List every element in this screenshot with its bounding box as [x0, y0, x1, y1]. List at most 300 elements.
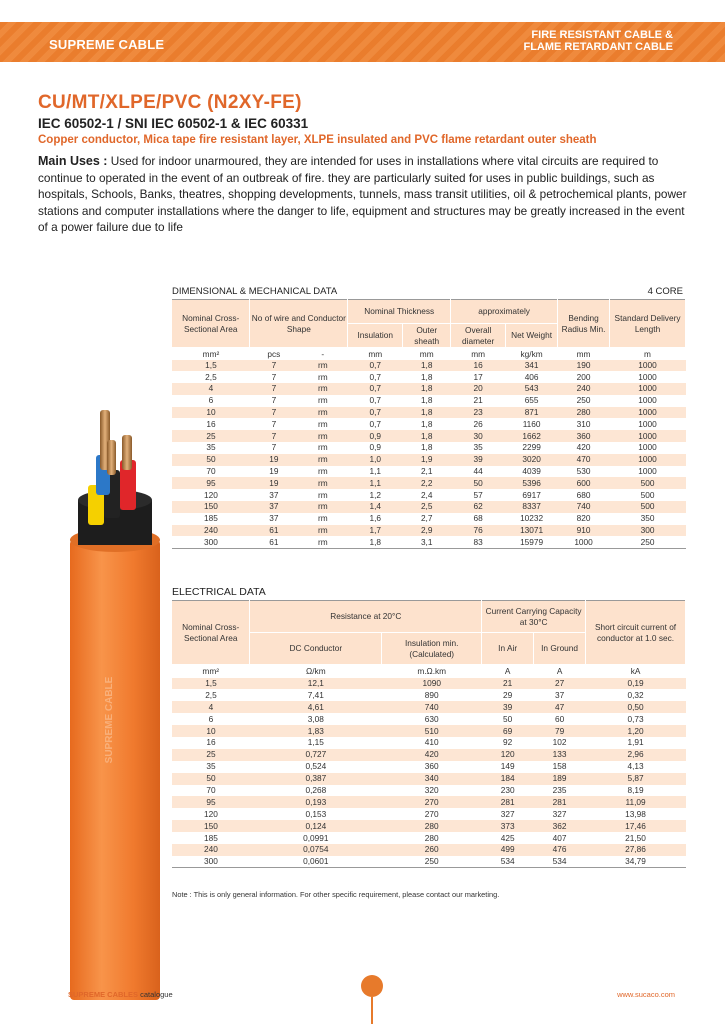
- table-cell: 8,19: [586, 785, 686, 797]
- table-cell: 149: [482, 761, 534, 773]
- table-cell: 57: [451, 489, 506, 501]
- table-cell: 17: [451, 371, 506, 383]
- table-cell: rm: [298, 383, 348, 395]
- main-uses-label: Main Uses :: [38, 154, 108, 168]
- table-cell: 1,8: [348, 536, 403, 548]
- table-cell: 150: [172, 820, 250, 832]
- main-uses: [38, 153, 688, 236]
- table-row: [172, 383, 686, 395]
- table-cell: 0,727: [250, 749, 382, 761]
- cable-illustration: [60, 400, 170, 1000]
- unit-cell: m.Ω.km: [382, 665, 482, 678]
- table-cell: 50: [482, 713, 534, 725]
- table-cell: 35: [451, 442, 506, 454]
- table-cell: 410: [382, 737, 482, 749]
- table-cell: 2,9: [403, 525, 451, 537]
- table-cell: 4: [172, 701, 250, 713]
- table-cell: 1662: [506, 430, 558, 442]
- table-row: [172, 844, 686, 856]
- table-cell: 300: [610, 525, 686, 537]
- footnote: Note : This is only general information. For other specific requirement, please contact our marketing.: [172, 890, 500, 899]
- table-cell: 92: [482, 737, 534, 749]
- table-cell: 0,73: [586, 713, 686, 725]
- unit-cell: A: [534, 665, 586, 678]
- table-cell: 510: [382, 725, 482, 737]
- table-cell: 3020: [506, 454, 558, 466]
- col-nominal-thickness: Nominal Thickness: [348, 300, 451, 324]
- table-cell: 200: [558, 371, 610, 383]
- table-cell: 0,268: [250, 785, 382, 797]
- table-cell: 1000: [610, 430, 686, 442]
- table-cell: rm: [298, 477, 348, 489]
- table-cell: 95: [172, 796, 250, 808]
- col-resistance: Resistance at 20°C: [250, 601, 482, 633]
- table-cell: 17,46: [586, 820, 686, 832]
- table-cell: 25: [172, 430, 250, 442]
- table-cell: 1000: [610, 360, 686, 372]
- table-cell: 327: [482, 808, 534, 820]
- table-row: [172, 713, 686, 725]
- table-cell: 15979: [506, 536, 558, 548]
- unit-cell: kg/km: [506, 348, 558, 360]
- table-cell: rm: [298, 360, 348, 372]
- table-cell: 0,0754: [250, 844, 382, 856]
- outer-sheath: [70, 540, 160, 1000]
- table-cell: rm: [298, 513, 348, 525]
- table-cell: 1,8: [403, 395, 451, 407]
- table-cell: 37: [250, 513, 298, 525]
- table-cell: 4,61: [250, 701, 382, 713]
- table-cell: rm: [298, 395, 348, 407]
- table-row: [172, 430, 686, 442]
- table-cell: 150: [172, 501, 250, 513]
- table-row: [172, 407, 686, 419]
- table-cell: 235: [534, 785, 586, 797]
- table-cell: 4: [172, 383, 250, 395]
- table-cell: 871: [506, 407, 558, 419]
- table-cell: 120: [172, 489, 250, 501]
- table-cell: 23: [451, 407, 506, 419]
- table-cell: 1,20: [586, 725, 686, 737]
- table-cell: 76: [451, 525, 506, 537]
- table-cell: 6: [172, 395, 250, 407]
- col-insulation: Insulation: [348, 324, 403, 348]
- table-cell: 420: [382, 749, 482, 761]
- table-cell: 1,8: [403, 418, 451, 430]
- table-row: [172, 501, 686, 513]
- table-cell: 3,1: [403, 536, 451, 548]
- table-cell: 26: [451, 418, 506, 430]
- table-cell: 16: [172, 737, 250, 749]
- table-cell: 0,7: [348, 407, 403, 419]
- table-cell: 350: [610, 513, 686, 525]
- unit-cell: mm: [348, 348, 403, 360]
- table-cell: 19: [250, 477, 298, 489]
- table-cell: 16: [172, 418, 250, 430]
- table-cell: 19: [250, 454, 298, 466]
- table-cell: rm: [298, 536, 348, 548]
- table-cell: 360: [558, 430, 610, 442]
- unit-cell: mm: [451, 348, 506, 360]
- table-cell: 11,09: [586, 796, 686, 808]
- table-cell: 0,7: [348, 360, 403, 372]
- unit-cell: A: [482, 665, 534, 678]
- col-in-air: In Air: [482, 633, 534, 665]
- table-cell: 10: [172, 407, 250, 419]
- product-construction: Copper conductor, Mica tape fire resistant layer, XLPE insulated and PVC flame retardant outer sheath: [38, 134, 597, 146]
- table-cell: 2299: [506, 442, 558, 454]
- table-cell: 499: [482, 844, 534, 856]
- table-cell: 13071: [506, 525, 558, 537]
- table-cell: 1,1: [348, 477, 403, 489]
- table-cell: 44: [451, 466, 506, 478]
- table-row: [172, 371, 686, 383]
- table-cell: 230: [482, 785, 534, 797]
- footer-url[interactable]: www.sucaco.com: [617, 990, 675, 999]
- table-cell: 373: [482, 820, 534, 832]
- unit-cell: kA: [586, 665, 686, 678]
- table-cell: 37: [250, 489, 298, 501]
- table-cell: 0,32: [586, 689, 686, 701]
- table-cell: 37: [250, 501, 298, 513]
- table-cell: 300: [172, 536, 250, 548]
- table-cell: 0,9: [348, 430, 403, 442]
- table-cell: 543: [506, 383, 558, 395]
- table-cell: 50: [172, 454, 250, 466]
- table-cell: 185: [172, 832, 250, 844]
- table-cell: 1,1: [348, 466, 403, 478]
- table-cell: 1000: [610, 395, 686, 407]
- table-cell: 1,8: [403, 407, 451, 419]
- table-row: [172, 749, 686, 761]
- unit-cell: mm: [558, 348, 610, 360]
- table-cell: 655: [506, 395, 558, 407]
- table-cell: 7: [250, 430, 298, 442]
- table-cell: 19: [250, 466, 298, 478]
- table-cell: 1,91: [586, 737, 686, 749]
- table-cell: 470: [558, 454, 610, 466]
- table-cell: 8337: [506, 501, 558, 513]
- table-cell: 4039: [506, 466, 558, 478]
- table-cell: 185: [172, 513, 250, 525]
- table-cell: 270: [382, 796, 482, 808]
- table-cell: 7: [250, 383, 298, 395]
- col-dc-conductor: DC Conductor: [250, 633, 382, 665]
- table-cell: 7: [250, 371, 298, 383]
- page-marker-line: [371, 997, 373, 1024]
- table-cell: 2,5: [403, 501, 451, 513]
- table-row: [172, 477, 686, 489]
- col-overall-diameter: Overall diameter: [451, 324, 506, 348]
- table-cell: 0,0601: [250, 856, 382, 868]
- table-cell: 340: [382, 773, 482, 785]
- table-cell: 47: [534, 701, 586, 713]
- category-line-1: FIRE RESISTANT CABLE &: [531, 29, 673, 41]
- unit-cell: mm: [403, 348, 451, 360]
- table-cell: 7: [250, 418, 298, 430]
- table-cell: 1000: [610, 418, 686, 430]
- col-insulation-min: Insulation min. (Calculated): [382, 633, 482, 665]
- table-cell: 407: [534, 832, 586, 844]
- product-standard: IEC 60502-1 / SNI IEC 60502-1 & IEC 60331: [38, 116, 309, 131]
- col-bending-radius: Bending Radius Min.: [558, 300, 610, 348]
- table-cell: 310: [558, 418, 610, 430]
- table-cell: 0,7: [348, 383, 403, 395]
- table-cell: 68: [451, 513, 506, 525]
- table-cell: 39: [482, 701, 534, 713]
- table-cell: 10: [172, 725, 250, 737]
- table-cell: 500: [610, 477, 686, 489]
- table-cell: 39: [451, 454, 506, 466]
- table-cell: 1,4: [348, 501, 403, 513]
- table-cell: rm: [298, 454, 348, 466]
- table-cell: 3,08: [250, 713, 382, 725]
- table-cell: 281: [482, 796, 534, 808]
- table-cell: 61: [250, 536, 298, 548]
- table-cell: 30: [451, 430, 506, 442]
- table-row: [172, 442, 686, 454]
- table-cell: rm: [298, 407, 348, 419]
- table-cell: 740: [382, 701, 482, 713]
- table-cell: 83: [451, 536, 506, 548]
- table-cell: 5396: [506, 477, 558, 489]
- table-cell: 360: [382, 761, 482, 773]
- table-cell: rm: [298, 430, 348, 442]
- table-cell: 16: [451, 360, 506, 372]
- table-cell: rm: [298, 525, 348, 537]
- cable-side-print: SUPREME CABLE: [104, 676, 115, 764]
- table-cell: 1000: [610, 454, 686, 466]
- table-cell: 21,50: [586, 832, 686, 844]
- table-cell: 740: [558, 501, 610, 513]
- table-cell: 910: [558, 525, 610, 537]
- table-cell: 6917: [506, 489, 558, 501]
- footer-brand-name: SUPREME CABLES: [68, 990, 139, 999]
- table-cell: 1,8: [403, 360, 451, 372]
- table-cell: 1000: [610, 407, 686, 419]
- table-cell: 7,41: [250, 689, 382, 701]
- table-row: [172, 513, 686, 525]
- table-cell: 0,50: [586, 701, 686, 713]
- table-cell: 2,1: [403, 466, 451, 478]
- table-cell: 0,193: [250, 796, 382, 808]
- table-cell: 820: [558, 513, 610, 525]
- unit-cell: Ω/km: [250, 665, 382, 678]
- table-cell: 2,4: [403, 489, 451, 501]
- table-row: [172, 536, 686, 548]
- table-cell: 534: [482, 856, 534, 868]
- table-cell: 2,7: [403, 513, 451, 525]
- table-cell: 79: [534, 725, 586, 737]
- table-cell: 240: [558, 383, 610, 395]
- col-cross-section: Nominal Cross-Sectional Area: [172, 300, 250, 348]
- table-row: [172, 678, 686, 690]
- table-cell: 0,124: [250, 820, 382, 832]
- table-cell: 120: [172, 808, 250, 820]
- table-row: [172, 489, 686, 501]
- table-cell: 60: [534, 713, 586, 725]
- table-cell: 0,7: [348, 395, 403, 407]
- table-cell: 1000: [558, 536, 610, 548]
- unit-cell: mm²: [172, 348, 250, 360]
- table-cell: 680: [558, 489, 610, 501]
- table-cell: 1090: [382, 678, 482, 690]
- table-cell: 7: [250, 360, 298, 372]
- table-cell: 476: [534, 844, 586, 856]
- table-row: [172, 525, 686, 537]
- table-row: [172, 820, 686, 832]
- table-cell: 0,0991: [250, 832, 382, 844]
- page-marker-dot: [361, 975, 383, 997]
- table-cell: 37: [534, 689, 586, 701]
- table-cell: 250: [558, 395, 610, 407]
- col-approximately: approximately: [451, 300, 558, 324]
- col-net-weight: Net Weight: [506, 324, 558, 348]
- table-cell: 270: [382, 808, 482, 820]
- table-cell: 0,7: [348, 371, 403, 383]
- category-title: [523, 29, 673, 53]
- table-cell: 1000: [610, 371, 686, 383]
- table-cell: 600: [558, 477, 610, 489]
- table-cell: 1,15: [250, 737, 382, 749]
- table-cell: 1,9: [403, 454, 451, 466]
- table-cell: 630: [382, 713, 482, 725]
- table-cell: rm: [298, 418, 348, 430]
- table-row: [172, 773, 686, 785]
- mechanical-data-table: [172, 299, 686, 549]
- table-cell: 27,86: [586, 844, 686, 856]
- table-row: [172, 761, 686, 773]
- category-line-2: FLAME RETARDANT CABLE: [523, 41, 673, 53]
- table-row: [172, 395, 686, 407]
- col-short-circuit: Short circuit current of conductor at 1.0 sec.: [586, 601, 686, 665]
- table-cell: 0,9: [348, 442, 403, 454]
- main-uses-text: Used for indoor unarmoured, they are intended for uses in installations where vital circuits are required to continue to operated in the event of an outbreak of fire. they are particularly suited for uses in public buildings, such as hospitals, Schools, Banks, theatres, shopping developments, tunnels, mass transit utilities, oil & petrochemical plants, power stations and computer installations where the danger to life, equipment and structures may be greatly increased in the event of a power failure due to life: [38, 154, 687, 234]
- table-cell: 0,153: [250, 808, 382, 820]
- conductor-3: [107, 440, 116, 475]
- table-cell: 500: [610, 501, 686, 513]
- table-cell: 6: [172, 713, 250, 725]
- table-cell: 34,79: [586, 856, 686, 868]
- table-cell: 70: [172, 785, 250, 797]
- unit-cell: pcs: [250, 348, 298, 360]
- table-cell: 362: [534, 820, 586, 832]
- table-cell: 190: [558, 360, 610, 372]
- table-cell: 1000: [610, 466, 686, 478]
- table-cell: 35: [172, 442, 250, 454]
- table-cell: 341: [506, 360, 558, 372]
- table-cell: 500: [610, 489, 686, 501]
- table-row: [172, 725, 686, 737]
- table-cell: 69: [482, 725, 534, 737]
- col-cross-section: Nominal Cross-Sectional Area: [172, 601, 250, 665]
- table-cell: 50: [451, 477, 506, 489]
- table-cell: 1,5: [172, 360, 250, 372]
- unit-cell: -: [298, 348, 348, 360]
- table-cell: 0,19: [586, 678, 686, 690]
- table-row: [172, 856, 686, 868]
- table-cell: 13,98: [586, 808, 686, 820]
- table-cell: 1000: [610, 383, 686, 395]
- table-cell: 25: [172, 749, 250, 761]
- table-row: [172, 808, 686, 820]
- table-cell: 1,8: [403, 430, 451, 442]
- table-cell: 0,7: [348, 418, 403, 430]
- table-cell: 4,13: [586, 761, 686, 773]
- table-cell: 2,96: [586, 749, 686, 761]
- conductor-2: [122, 435, 132, 470]
- table-row: [172, 832, 686, 844]
- table-row: [172, 701, 686, 713]
- table-row: [172, 737, 686, 749]
- table-cell: 250: [610, 536, 686, 548]
- col-wire-shape: No of wire and Conductor Shape: [250, 300, 348, 348]
- table-cell: 12,1: [250, 678, 382, 690]
- table-cell: 35: [172, 761, 250, 773]
- table-cell: 62: [451, 501, 506, 513]
- table-cell: 61: [250, 525, 298, 537]
- brand-logo-text: SUPREME CABLE: [49, 37, 165, 52]
- table-cell: 158: [534, 761, 586, 773]
- table-cell: rm: [298, 371, 348, 383]
- table-cell: 1,6: [348, 513, 403, 525]
- table-cell: rm: [298, 501, 348, 513]
- table-cell: 240: [172, 525, 250, 537]
- table-cell: 27: [534, 678, 586, 690]
- unit-cell: m: [610, 348, 686, 360]
- table-cell: 260: [382, 844, 482, 856]
- table-cell: 0,524: [250, 761, 382, 773]
- table-cell: 2,2: [403, 477, 451, 489]
- table-cell: 5,87: [586, 773, 686, 785]
- table-cell: 1,7: [348, 525, 403, 537]
- table-cell: 133: [534, 749, 586, 761]
- col-delivery-length: Standard Delivery Length: [610, 300, 686, 348]
- table-row: [172, 796, 686, 808]
- table-cell: 1,8: [403, 371, 451, 383]
- unit-cell: mm²: [172, 665, 250, 678]
- table-cell: 280: [558, 407, 610, 419]
- table-cell: 1,8: [403, 442, 451, 454]
- table-cell: 280: [382, 820, 482, 832]
- col-outer-sheath: Outer sheath: [403, 324, 451, 348]
- table-cell: 1000: [610, 442, 686, 454]
- table-cell: 320: [382, 785, 482, 797]
- table-cell: 534: [534, 856, 586, 868]
- table-cell: 530: [558, 466, 610, 478]
- table-row: [172, 466, 686, 478]
- col-in-ground: In Ground: [534, 633, 586, 665]
- col-current-capacity: Current Carrying Capacity at 30°C: [482, 601, 586, 633]
- table-cell: 240: [172, 844, 250, 856]
- table-cell: 0,387: [250, 773, 382, 785]
- table-cell: 1,2: [348, 489, 403, 501]
- table-cell: 420: [558, 442, 610, 454]
- table-cell: 189: [534, 773, 586, 785]
- table-row: [172, 689, 686, 701]
- table-cell: 250: [382, 856, 482, 868]
- table-row: [172, 418, 686, 430]
- table-cell: rm: [298, 466, 348, 478]
- table-row: [172, 785, 686, 797]
- table-cell: 1,8: [403, 383, 451, 395]
- table-cell: 1160: [506, 418, 558, 430]
- table-cell: 95: [172, 477, 250, 489]
- mech-core-label: 4 CORE: [647, 286, 683, 297]
- table-cell: 10232: [506, 513, 558, 525]
- table-row: [172, 360, 686, 372]
- table-cell: rm: [298, 489, 348, 501]
